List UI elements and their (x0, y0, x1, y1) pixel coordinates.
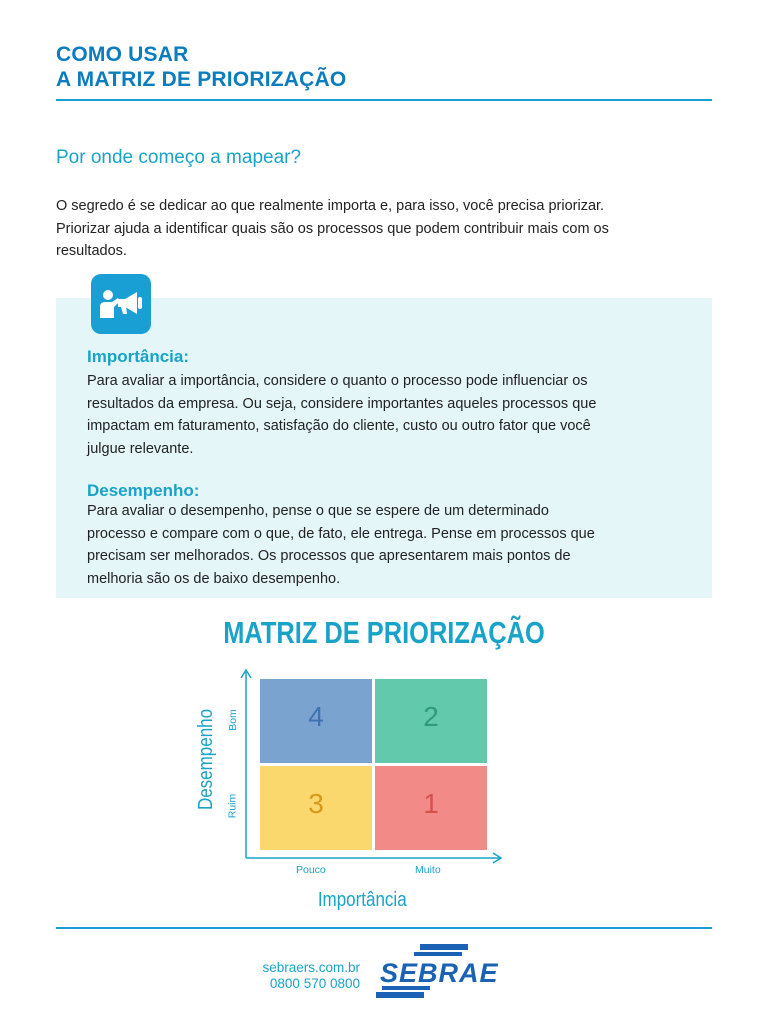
footer-divider (56, 927, 712, 929)
matrix-cell-number: 1 (423, 788, 439, 819)
sebrae-logo-text: SEBRAE (380, 958, 499, 988)
footer-contact (260, 960, 360, 992)
importancia-line: Para avaliar a importância, considere o quanto o processo pode influenciar os (87, 373, 588, 389)
matrix-cell-number: 2 (423, 701, 439, 732)
desempenho-line: Para avaliar o desempenho, pense o que se espere de um determinado (87, 503, 549, 519)
desempenho-line: processo e compare com o que, de fato, ele entrega. Pense em processos que (87, 525, 595, 542)
footer-site: sebraers.com.br (262, 960, 360, 975)
y-axis-label: Desempenho (194, 708, 217, 811)
desempenho-heading: Desempenho: (87, 481, 200, 500)
title-line-2: A MATRIZ DE PRIORIZAÇÃO (56, 68, 347, 91)
y-tick-ruim: Ruim (226, 793, 239, 819)
importancia-line: resultados da empresa. Ou seja, considere importantes aqueles processos que (87, 395, 597, 412)
x-axis-label: Importância (317, 889, 407, 911)
matrix-cell-4 (260, 679, 372, 763)
matrix-cell-3 (260, 766, 372, 850)
desempenho-line: precisam ser melhorados. Os processos que apresentarem mais pontos de (87, 548, 571, 564)
importancia-heading: Importância: (87, 347, 190, 366)
desempenho-line: melhoria são os de baixo desempenho. (87, 570, 341, 587)
y-tick-bom: Bom (226, 709, 239, 731)
importancia-line: julgue relevante. (87, 440, 194, 457)
intro-line: O segredo é se dedicar ao que realmente importa e, para isso, você precisa priorizar. (56, 198, 605, 214)
x-tick-pouco: Pouco (296, 864, 326, 876)
section-heading: Por onde começo a mapear? (56, 147, 302, 168)
footer-phone: 0800 570 0800 (269, 976, 360, 991)
matrix-cell-number: 4 (308, 701, 324, 732)
importancia-line: impactam em faturamento, satisfação do cliente, custo ou outro fator que você (87, 418, 591, 434)
matrix-title: MATRIZ DE PRIORIZAÇÃO (223, 615, 545, 650)
title-line-1: COMO USAR (56, 43, 189, 66)
x-tick-muito: Muito (415, 864, 441, 876)
intro-line: Priorizar ajuda a identificar quais são os processos que podem contribuir mais com os (56, 220, 609, 237)
matrix-cell-number: 3 (308, 788, 324, 819)
matrix-cell-1 (375, 766, 487, 850)
matrix-cell-2 (375, 679, 487, 763)
intro-line: resultados. (56, 243, 127, 259)
